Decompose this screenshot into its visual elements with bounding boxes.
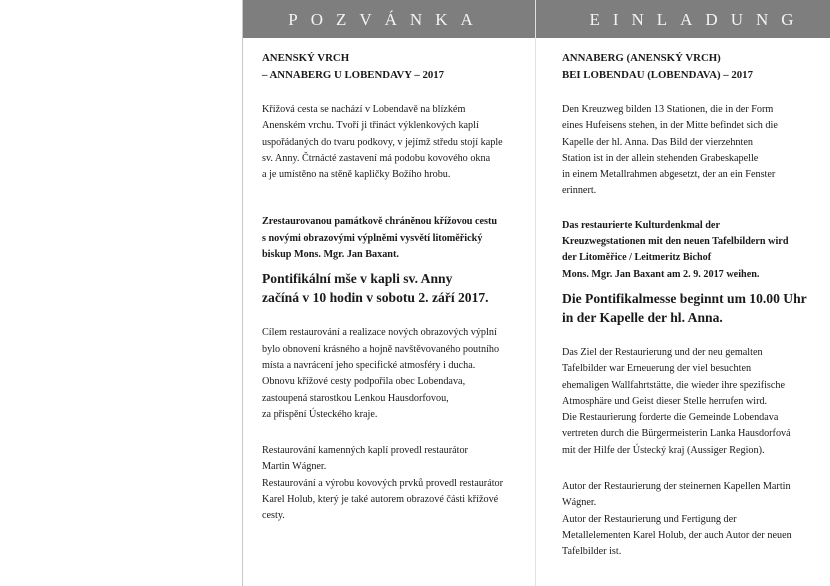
german-consecration: Das restaurierte Kulturdenkmal der Kreuzwegstationen mit den neuen Tafelbildern wird der Litoměřice / Leitmeritz Bichof Mons. Mgr. Jan Baxant am 2. 9. 2017 weihen. (562, 219, 789, 280)
german-mass: Die Pontifikalmesse beginnt um 10.00 Uhr in der Kapelle der hl. Anna. (562, 290, 807, 325)
czech-mass: Pontifikální mše v kapli sv. Anny začíná v 10 hodin v sobotu 2. září 2017. (262, 271, 489, 306)
german-intro: Den Kreuzweg bilden 13 Stationen, die in der Form eines Hufeisens stehen, in der Mitte befindet sich die Kapelle der hl. Anna. Das Bild der vierzehnten Station ist in der allein stehenden Grabeskapelle in einem Metallrahmen abgesetzt, der an ein Fenster erinnert. (562, 104, 778, 197)
czech-credits: Restaurování kamenných kaplí provedl restaurátor Martin Wágner. Restaurování a výrobu kovových prvků provedl restaurátor Karel Holub, který je také autorem obrazové části křížové cesty. (262, 445, 504, 522)
header-german: EINLADUNG (536, 0, 830, 38)
czech-intro: Křížová cesta se nachází v Lobendavě na blízkém Anenském vrchu. Tvoří ji třináct výklenkových kaplí uspořádaných do tvaru podkovy, v jejímž středu stojí kaple sv. Anny. Čtrnácté zastavení má podobu kovového okna a je umístěno na stěně kapličky Božího hrobu. (262, 104, 503, 181)
column-divider (535, 0, 536, 586)
czech-title: ANENSKÝ VRCH – ANNABERG U LOBENDAVY – 2017 (262, 52, 445, 81)
german-column (562, 50, 816, 561)
german-title: ANNABERG (ANENSKÝ VRCH) BEI LOBENDAU (LOBENDAVA) – 2017 (562, 52, 753, 81)
page-fold-line (242, 0, 243, 586)
german-goal: Das Ziel der Restaurierung und der neu gemalten Tafelbilder war Erneuerung der viel besuchten ehemaligen Wallfahrtstätte, die wieder ihre spezifische Atmosphäre und Geist dieser Stelle herrufen wird. Die Restaurierung forderte die Gemeinde Lobendava vertreten durch die Bürgermeisterin Lanka Hausdorfová mit der Hilfe der Ústecký kraj (Aussiger Region). (562, 346, 791, 456)
czech-column (262, 50, 522, 525)
czech-goal: Cílem restaurování a realizace nových obrazových výplní bylo obnovení krásného a hojně navštěvovaného poutního místa a navrácení jeho specifické atmosféry i ducha. Obnovu křížové cesty podpořila obec Lobendava, zastoupená starostkou Lenkou Hausdorfovou, za přispění Ústeckého kraje. (262, 327, 500, 420)
german-credits: Autor der Restaurierung der steinernen Kapellen Martin Wágner. Autor der Restaurierung und Fertigung der Metallelementen Karel Holub, der auch Autor der neuen Tafelbilder ist. (562, 481, 792, 558)
czech-consecration: Zrestaurovanou památkově chráněnou křížovou cestu s novými obrazovými výplněmi vysvětí litoměřický biskup Mons. Mgr. Jan Baxant. (262, 216, 498, 261)
header-czech: POZVÁNKA (243, 0, 535, 38)
